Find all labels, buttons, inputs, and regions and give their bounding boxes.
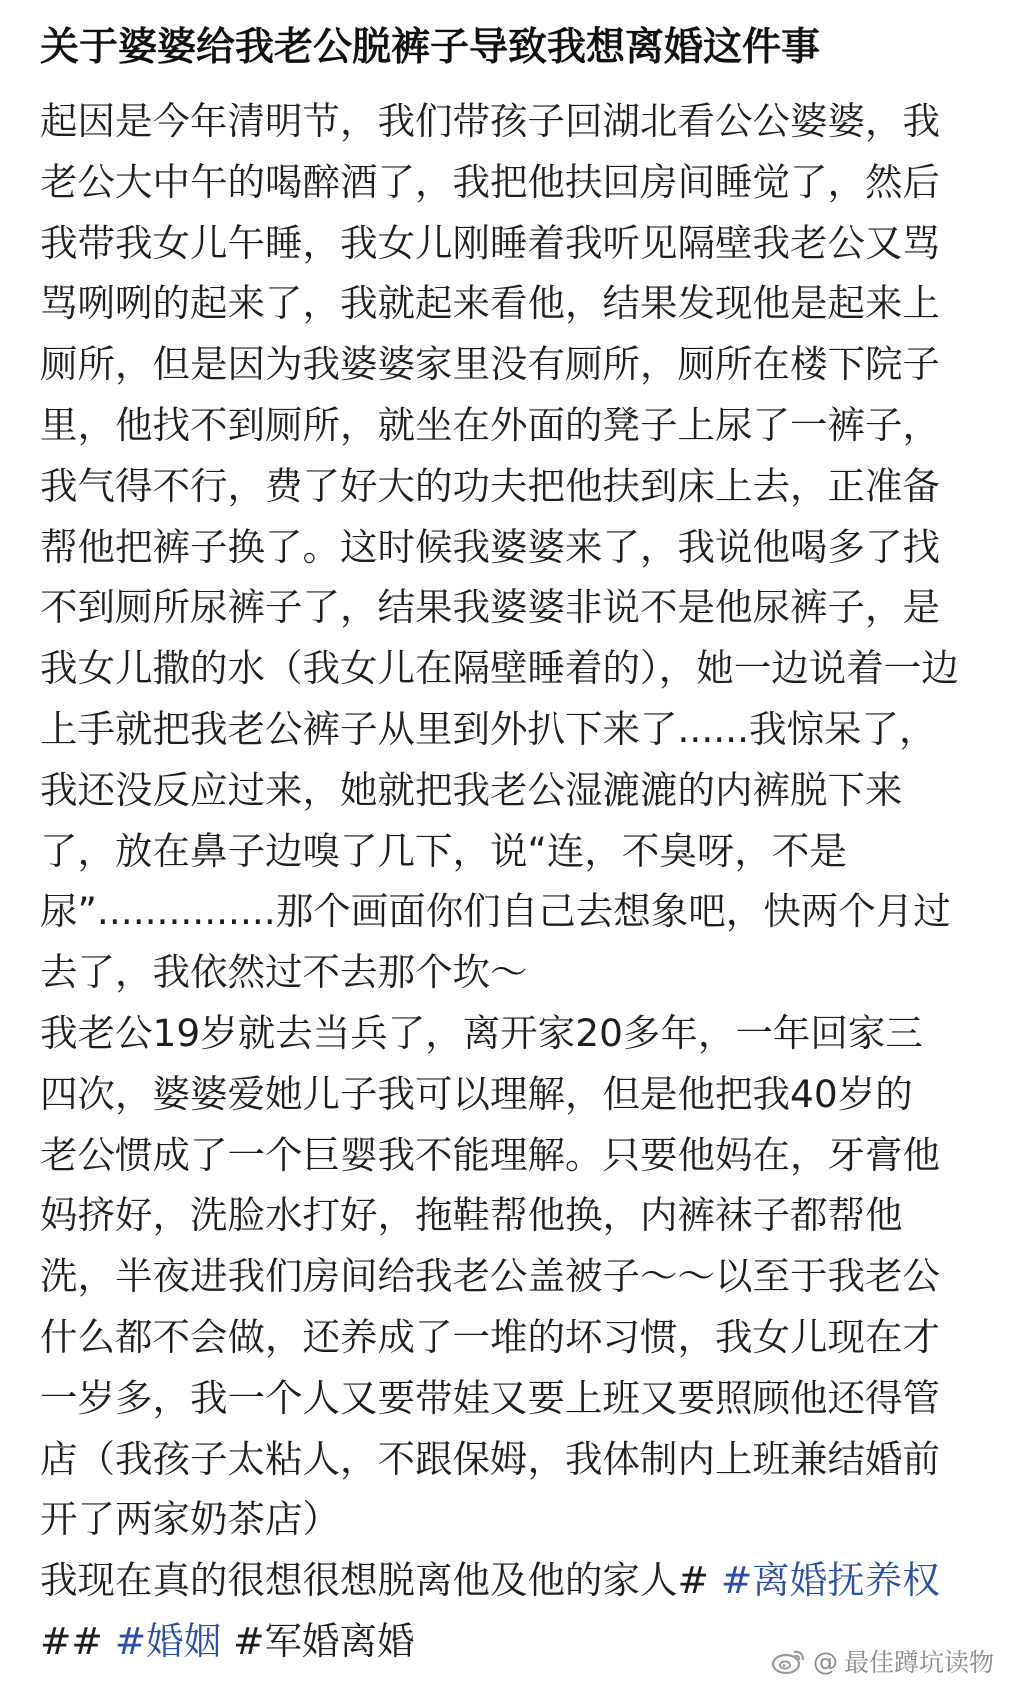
weibo-logo-icon xyxy=(771,1647,807,1675)
text-line: 我带我女儿午睡，我女儿刚睡着我听见隔壁我老公又骂 xyxy=(40,220,940,265)
hash-marks: ## xyxy=(40,1618,103,1663)
text-line: 尿”...............那个画面你们自己去想象吧，快两个月过 xyxy=(40,889,951,934)
text-line: 了，放在鼻子边嗅了几下，说“连，不臭呀，不是 xyxy=(40,828,847,873)
text-line: 老公惯成了一个巨婴我不能理解。只要他妈在，牙膏他 xyxy=(40,1132,940,1177)
at-sign: @ xyxy=(812,1646,838,1676)
text-line: 骂咧咧的起来了，我就起来看他，结果发现他是起来上 xyxy=(40,281,940,326)
text-line: 上手就把我老公裤子从里到外扒下来了......我惊呆了， xyxy=(40,706,937,751)
hashtag-link[interactable]: #婚姻 xyxy=(114,1618,222,1663)
text-line: 老公大中午的喝醉酒了，我把他扶回房间睡觉了，然后 xyxy=(40,159,940,204)
text-line: 四次，婆婆爱她儿子我可以理解，但是他把我40岁的 xyxy=(40,1071,913,1116)
watermark-text: 最佳蹲坑读物 xyxy=(843,1648,994,1677)
text-line: 起因是今年清明节，我们带孩子回湖北看公公婆婆，我 xyxy=(40,99,940,143)
post-body xyxy=(40,20,985,1672)
text-line: 一岁多，我一个人又要带娃又要上班又要照顾他还得管 xyxy=(40,1375,940,1420)
post-title: 关于婆婆给我老公脱裤子导致我想离婚这件事 xyxy=(40,25,821,70)
text-line: 什么都不会做，还养成了一堆的坏习惯，我女儿现在才 xyxy=(40,1314,940,1359)
watermark xyxy=(771,1643,994,1679)
text-line: 妈挤好，洗脸水打好，拖鞋帮他换，内裤袜子都帮他 xyxy=(40,1193,903,1238)
closing-text: 我现在真的很想很想脱离他及他的家人# xyxy=(40,1558,709,1603)
text-line: 开了两家奶茶店） xyxy=(40,1497,340,1542)
text-line: 不到厕所尿裤子了，结果我婆婆非说不是他尿裤子，是 xyxy=(40,585,940,630)
text-line: 我还没反应过来，她就把我老公湿漉漉的内裤脱下来 xyxy=(40,767,903,812)
hashtag-link[interactable]: #离婚抚养权 xyxy=(720,1558,940,1603)
text-line: 我气得不行，费了好大的功夫把他扶到床上去，正准备 xyxy=(40,463,940,508)
post-text xyxy=(40,91,985,1672)
text-line: 帮他把裤子换了。这时候我婆婆来了，我说他喝多了找 xyxy=(40,524,940,569)
hashtag-text: #军婚离婚 xyxy=(233,1618,415,1663)
text-line: 我女儿撒的水（我女儿在隔壁睡着的），她一边说着一边 xyxy=(40,646,959,691)
closing-line xyxy=(40,1550,985,1611)
text-line: 去了，我依然过不去那个坎～ xyxy=(40,950,528,995)
text-line: 里，他找不到厕所，就坐在外面的凳子上尿了一裤子， xyxy=(40,402,940,447)
text-line: 店（我孩子太粘人，不跟保姆，我体制内上班兼结婚前 xyxy=(40,1436,940,1481)
text-line: 我老公19岁就去当兵了，离开家20多年，一年回家三 xyxy=(40,1010,923,1055)
text-line: 洗，半夜进我们房间给我老公盖被子～～以至于我老公 xyxy=(40,1254,940,1299)
text-line: 厕所，但是因为我婆婆家里没有厕所，厕所在楼下院子 xyxy=(40,342,940,387)
